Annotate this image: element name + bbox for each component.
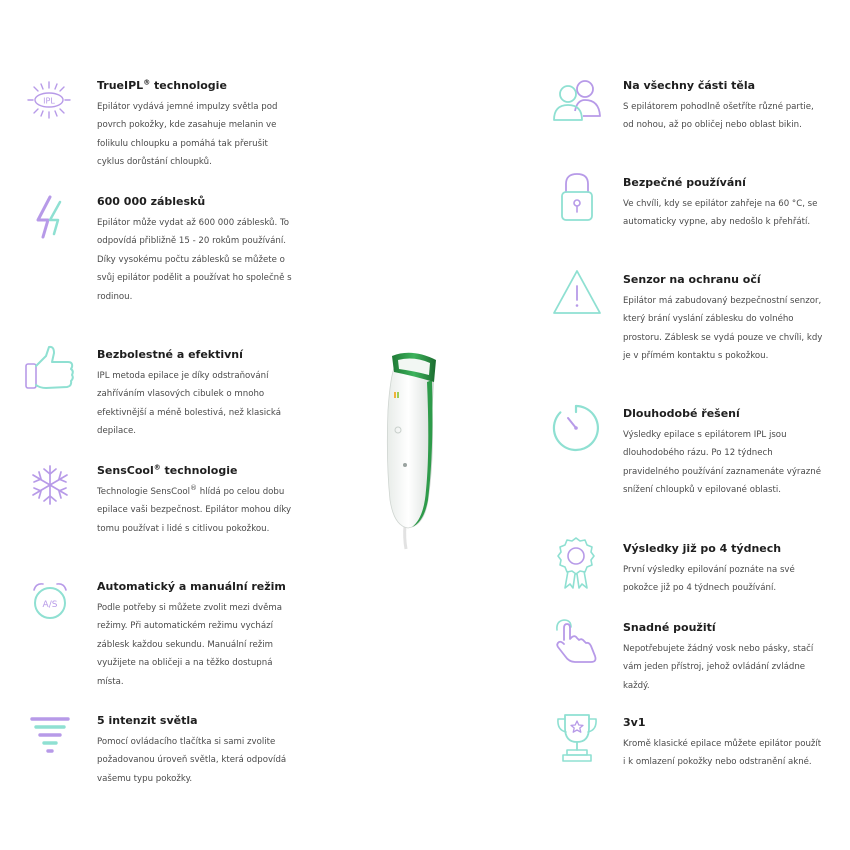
feature-description: Podle potřeby si můžete zvolit mezi dvěma režimy. Při automatickém režimu vychází záblesk každou sekundu. Manuální režim využijete na obličeji a na těžko dostupná místa. bbox=[97, 603, 283, 687]
alarm-clock-icon bbox=[30, 580, 70, 622]
ipl-epilator-image bbox=[372, 350, 444, 550]
feature-description: Epilátor má zabudovaný bezpečnostní senzor, který brání vyslání záblesku do volného prostoru. Záblesk se vydá pouze ve chvíli, kdy je v přímém kontaktu s pokožkou. bbox=[623, 296, 823, 362]
feature-title: 3v1 bbox=[623, 716, 646, 729]
padlock-icon bbox=[560, 172, 594, 222]
feature-easy-use bbox=[623, 621, 823, 695]
feature-flashes bbox=[97, 195, 297, 306]
feature-title: TrueIPL® technologie bbox=[97, 78, 227, 92]
feature-painless bbox=[97, 348, 297, 441]
touch-hand-icon bbox=[551, 618, 603, 664]
feature-title: 600 000 záblesků bbox=[97, 195, 206, 208]
timer-icon bbox=[551, 403, 601, 453]
ipl-icon bbox=[24, 80, 74, 120]
feature-safe-use bbox=[623, 176, 823, 232]
feature-title: Bezpečné používání bbox=[623, 176, 746, 189]
svg-text:IPL: IPL bbox=[43, 96, 55, 106]
feature-description: Ve chvíli, kdy se epilátor zahřeje na 60 °C, se automaticky vypne, aby nedošlo k přehřátí. bbox=[623, 199, 818, 228]
feature-description: Pomocí ovládacího tlačítka si sami zvolite požadovanou úroveň světla, která odpovídá vašemu typu pokožky. bbox=[97, 737, 287, 784]
feature-title: SensCool® technologie bbox=[97, 463, 238, 477]
feature-modes bbox=[97, 580, 297, 691]
feature-description: Výsledky epilace s epilátorem IPL jsou dlouhodobého rázu. Po 12 týdnech pravidelného používání zaznamenáte výrazné snížení chloupků v epilované oblasti. bbox=[623, 430, 821, 496]
svg-text:A/S: A/S bbox=[42, 600, 58, 610]
feature-long-term bbox=[623, 407, 823, 500]
feature-title: 5 intenzit světla bbox=[97, 714, 198, 727]
feature-body-parts bbox=[623, 79, 823, 135]
feature-description: Kromě klasické epilace můžete epilátor použít i k omlazení pokožky nebo odstranění akné. bbox=[623, 739, 822, 768]
feature-intensity bbox=[97, 714, 297, 788]
users-icon bbox=[551, 78, 603, 122]
feature-title: Senzor na ochranu očí bbox=[623, 273, 761, 286]
feature-title: Na všechny části těla bbox=[623, 79, 756, 92]
intensity-levels-icon bbox=[30, 716, 70, 756]
feature-description: Epilátor může vydat až 600 000 záblesků. To odpovídá přibližně 15 - 20 rokům používání. Díky vysokému počtu záblesků se můžete o svůj epilátor podělit a používat ho společně s rodinou. bbox=[97, 218, 292, 302]
award-badge-icon bbox=[558, 536, 594, 590]
trophy-icon bbox=[555, 712, 599, 764]
feature-description: Nepotřebujete žádný vosk nebo pásky, stačí vám jeden přístroj, jehož ovládání zvládne každý. bbox=[623, 644, 814, 691]
lightning-icon bbox=[34, 196, 68, 238]
feature-title: Snadné použití bbox=[623, 621, 716, 634]
feature-title: Výsledky již po 4 týdnech bbox=[623, 542, 782, 555]
feature-description: První výsledky epilování poznáte na své pokožce již po 4 týdnech používání. bbox=[623, 565, 795, 594]
feature-description: Technologie SensCool® hlídá po celou dobu epilace vaši bezpečnost. Epilátor mohou díky tomu používat i lidé s citlivou pokožkou. bbox=[97, 484, 292, 534]
feature-three-in-one bbox=[623, 716, 823, 772]
thumbs-up-icon bbox=[24, 344, 76, 392]
feature-description: Epilátor vydává jemné impulzy světla pod povrch pokožky, kde zasahuje melanin ve folikulu chloupku a pomáhá tak přerušit cyklus dorůstání chloupků. bbox=[97, 102, 278, 168]
feature-four-weeks bbox=[623, 542, 823, 598]
feature-senscool bbox=[97, 464, 297, 538]
snowflake-icon bbox=[30, 464, 70, 506]
feature-trueipl bbox=[97, 79, 297, 172]
warning-triangle-icon bbox=[551, 268, 603, 316]
feature-eye-sensor bbox=[623, 273, 823, 366]
feature-title: Bezbolestné a efektivní bbox=[97, 348, 243, 361]
feature-title: Automatický a manuální režim bbox=[97, 580, 286, 593]
feature-title: Dlouhodobé řešení bbox=[623, 407, 740, 420]
feature-description: S epilátorem pohodlně ošetříte různé partie, od nohou, až po obličej nebo oblast bikin. bbox=[623, 102, 814, 131]
feature-description: IPL metoda epilace je díky odstraňování zahříváním vlasových cibulek o mnoho efektivnější a méně bolestivá, než klasická depilace. bbox=[97, 371, 281, 437]
